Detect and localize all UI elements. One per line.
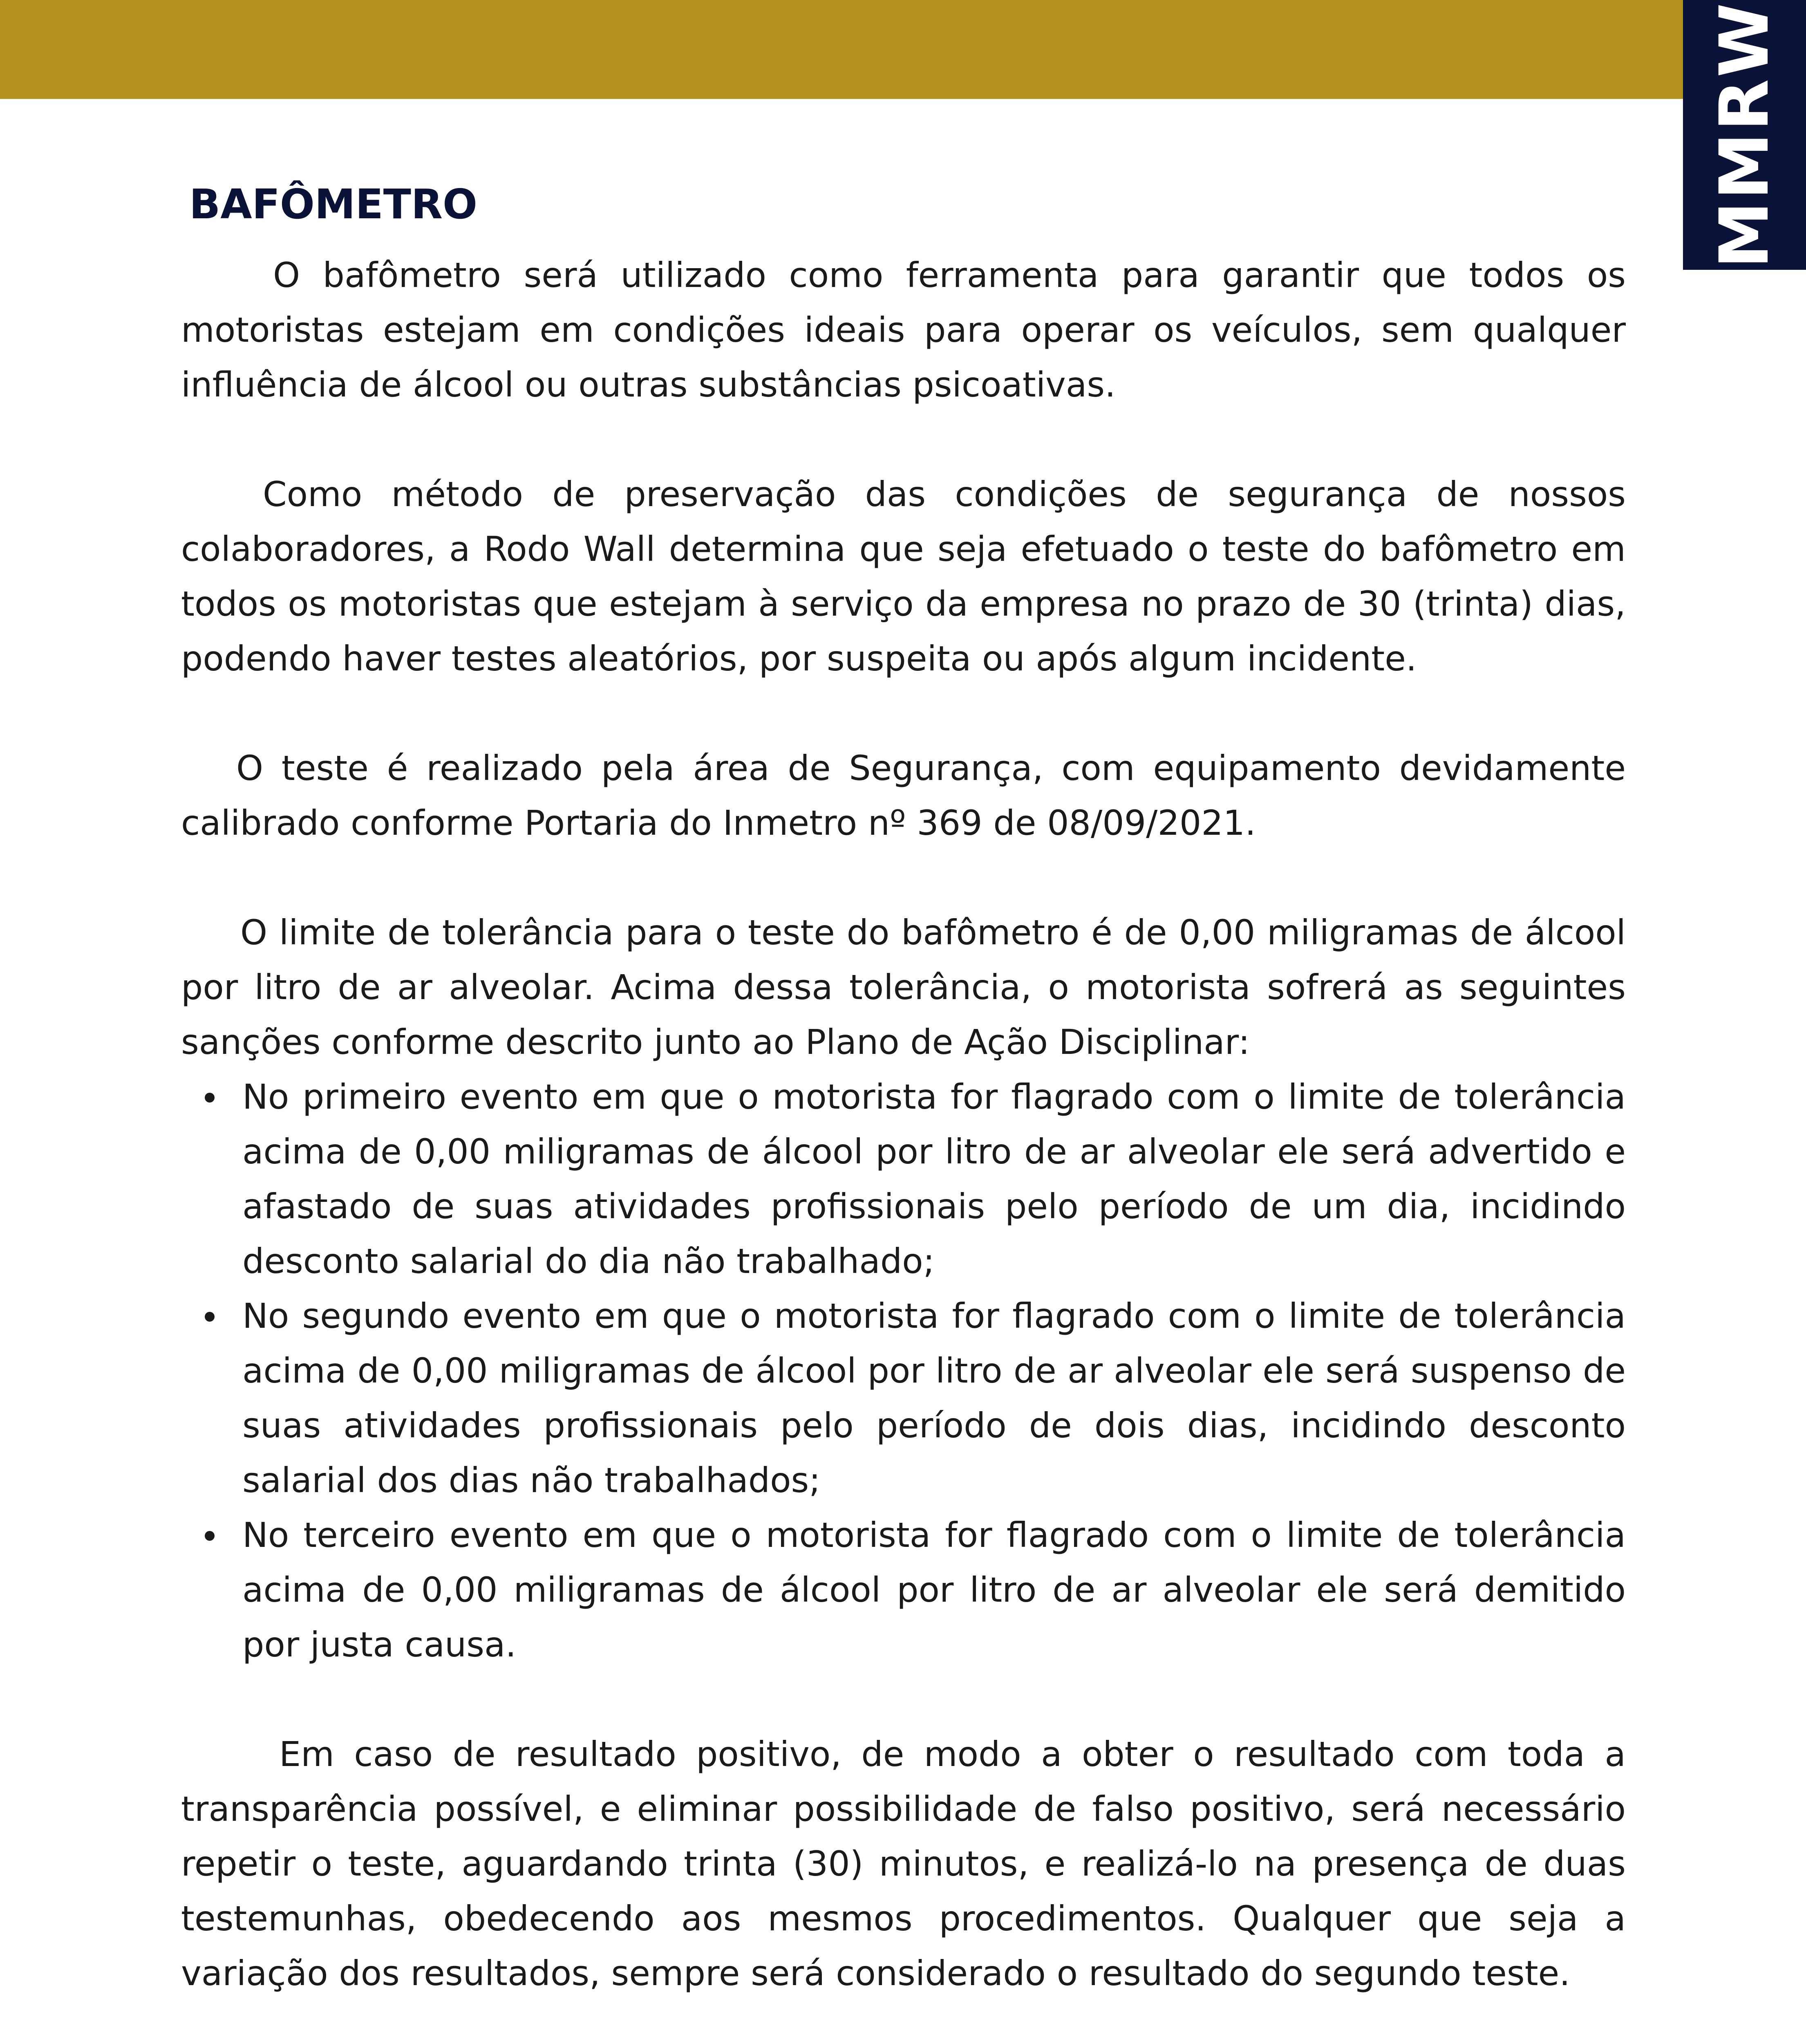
section-tab-label: MMRW (1705, 1, 1784, 269)
document-body (181, 248, 1626, 2044)
list-item: No segundo evento em que o motorista for flagrado com o limite de tolerância acima de 0,00 miligramas de álcool por litro de ar alveolar ele será suspenso de suas atividades profissionais pelo período de dois dias, incidindo desconto salarial dos dias não trabalhados; (242, 1289, 1626, 1508)
list-item: No terceiro evento em que o motorista for flagrado com o limite de tolerância acima de 0,00 miligramas de álcool por litro de ar alveolar ele será demitido por justa causa. (242, 1508, 1626, 1672)
paragraph: Como método de preservação das condições de segurança de nossos colaboradores, a Rodo Wall determina que seja efetuado o teste do bafômetro em todos os motoristas que estejam à serviço da empresa no prazo de 30 (trinta) dias, podendo haver testes aleatórios, por suspeita ou após algum incidente. (181, 474, 1626, 679)
header-bar (0, 0, 1683, 99)
section-tab (1683, 0, 1806, 270)
paragraph: O bafômetro será utilizado como ferramenta para garantir que todos os motoristas estejam em condições ideais para operar os veículos, sem qualquer influência de álcool ou outras substâncias psicoativas. (181, 255, 1626, 405)
page-title: BAFÔMETRO (189, 180, 477, 228)
paragraph: O teste é realizado pela área de Segurança, com equipamento devidamente calibrado conforme Portaria do Inmetro nº 369 de 08/09/2021. (181, 748, 1626, 843)
list-item: No primeiro evento em que o motorista for flagrado com o limite de tolerância acima de 0,00 miligramas de álcool por litro de ar alveolar ele será advertido e afastado de suas atividades profissionais pelo período de um dia, incidindo desconto salarial do dia não trabalhado; (242, 1069, 1626, 1289)
sanctions-list (181, 1069, 1626, 1672)
paragraph: O limite de tolerância para o teste do bafômetro é de 0,00 miligramas de álcool por litro de ar alveolar. Acima dessa tolerância, o motorista sofrerá as seguintes sanções conforme descrito junto ao Plano de Ação Disciplinar: (181, 912, 1626, 1062)
paragraph: Em caso de resultado positivo, de modo a obter o resultado com toda a transparência possível, e eliminar possibilidade de falso positivo, será necessário repetir o teste, aguardando trinta (30) minutos, e realizá-lo na presença de duas testemunhas, obedecendo aos mesmos procedimentos. Qualquer que seja a variação dos resultados, sempre será considerado o resultado do segundo teste. (181, 1734, 1626, 1993)
